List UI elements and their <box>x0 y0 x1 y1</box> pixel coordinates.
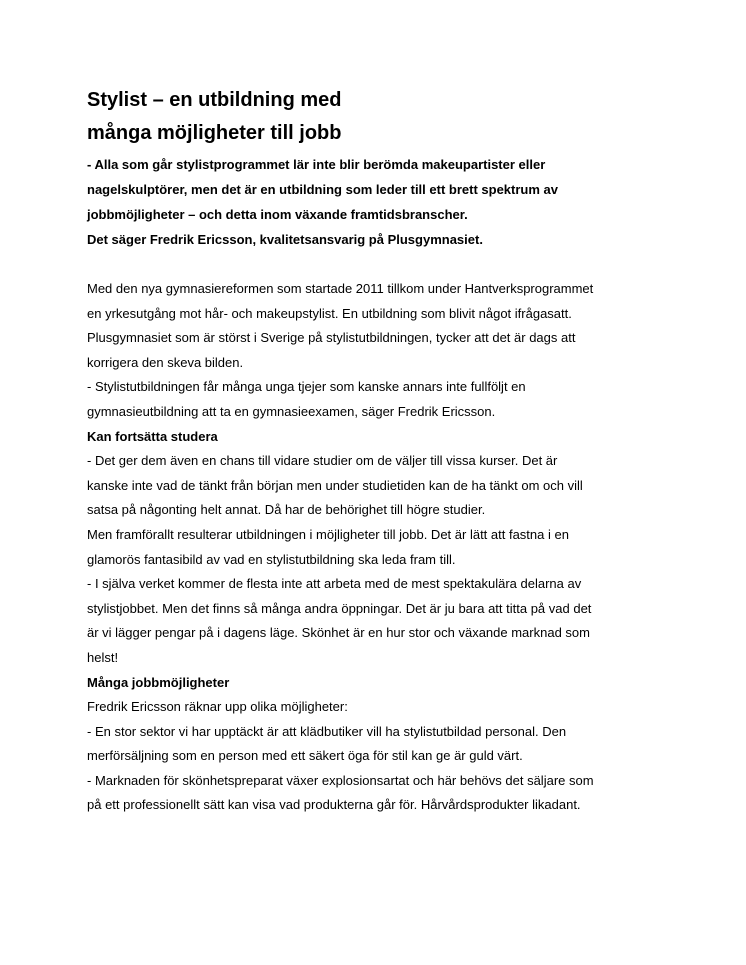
lead-line: jobbmöjligheter – och detta inom växande framtidsbranscher. <box>87 207 468 222</box>
article-lead <box>87 152 677 252</box>
body-line: Men framförallt resulterar utbildningen i möjligheter till jobb. Det är lätt att fastna i en <box>87 526 569 542</box>
body-line: - Marknaden för skönhetspreparat växer explosionsartat och här behövs det säljare som <box>87 772 594 788</box>
body-line: merförsäljning som en person med ett säkert öga för stil kan ge är guld värt. <box>87 748 523 764</box>
body-line: Plusgymnasiet som är störst i Sverige på stylistutbildningen, tycker att det är dags att <box>87 330 576 346</box>
body-line: - En stor sektor vi har upptäckt är att klädbutiker vill ha stylistutbildad personal. Den <box>87 723 567 739</box>
body-line: satsa på någonting helt annat. Då har de behörighet till högre studier. <box>87 502 486 518</box>
body-line: glamorös fantasibild av vad en stylistutbildning ska leda fram till. <box>87 551 456 567</box>
body-line: - Det ger dem även en chans till vidare studier om de väljer till vissa kurser. Det är <box>87 453 558 469</box>
body-line: en yrkesutgång mot hår- och makeupstylist. En utbildning som blivit något ifrågasatt. <box>87 305 572 321</box>
body-line: Fredrik Ericsson räknar upp olika möjligheter: <box>87 699 348 715</box>
body-line: - Stylistutbildningen får många unga tjejer som kanske annars inte fullföljt en <box>87 379 526 395</box>
document-page <box>87 84 677 818</box>
body-line: helst! <box>87 649 119 665</box>
body-line: Med den nya gymnasiereformen som startade 2011 tillkom under Hantverksprogrammet <box>87 281 594 296</box>
subheading-kan-fortsatta-studera: Kan fortsätta studera <box>87 428 218 444</box>
lead-line: Det säger Fredrik Ericsson, kvalitetsansvarig på Plusgymnasiet. <box>87 232 483 247</box>
body-line: gymnasieutbildning att ta en gymnasieexamen, säger Fredrik Ericsson. <box>87 403 496 419</box>
lead-line: - Alla som går stylistprogrammet lär inte blir berömda makeupartister eller <box>87 157 546 172</box>
title-line: många möjligheter till jobb <box>87 122 342 144</box>
body-line: - I själva verket kommer de flesta inte att arbeta med de mest spektakulära delarna av <box>87 576 582 592</box>
body-line: korrigera den skeva bilden. <box>87 354 244 370</box>
article-title <box>87 84 677 150</box>
body-line: stylistjobbet. Men det finns så många andra öppningar. Det är ju bara att titta på vad det <box>87 600 592 616</box>
subheading-manga-jobbmojligheter: Många jobbmöjligheter <box>87 674 230 690</box>
body-line: kanske inte vad de tänkt från början men under studietiden kan de ha tänkt om och vill <box>87 477 583 493</box>
body-line: är vi lägger pengar på i dagens läge. Skönhet är en hur stor och växande marknad som <box>87 625 590 641</box>
article-body <box>87 277 677 818</box>
title-line: Stylist – en utbildning med <box>87 89 342 111</box>
lead-line: nagelskulptörer, men det är en utbildning som leder till ett brett spektrum av <box>87 182 558 197</box>
body-line: på ett professionellt sätt kan visa vad produkterna går för. Hårvårdsprodukter likadant. <box>87 797 581 813</box>
